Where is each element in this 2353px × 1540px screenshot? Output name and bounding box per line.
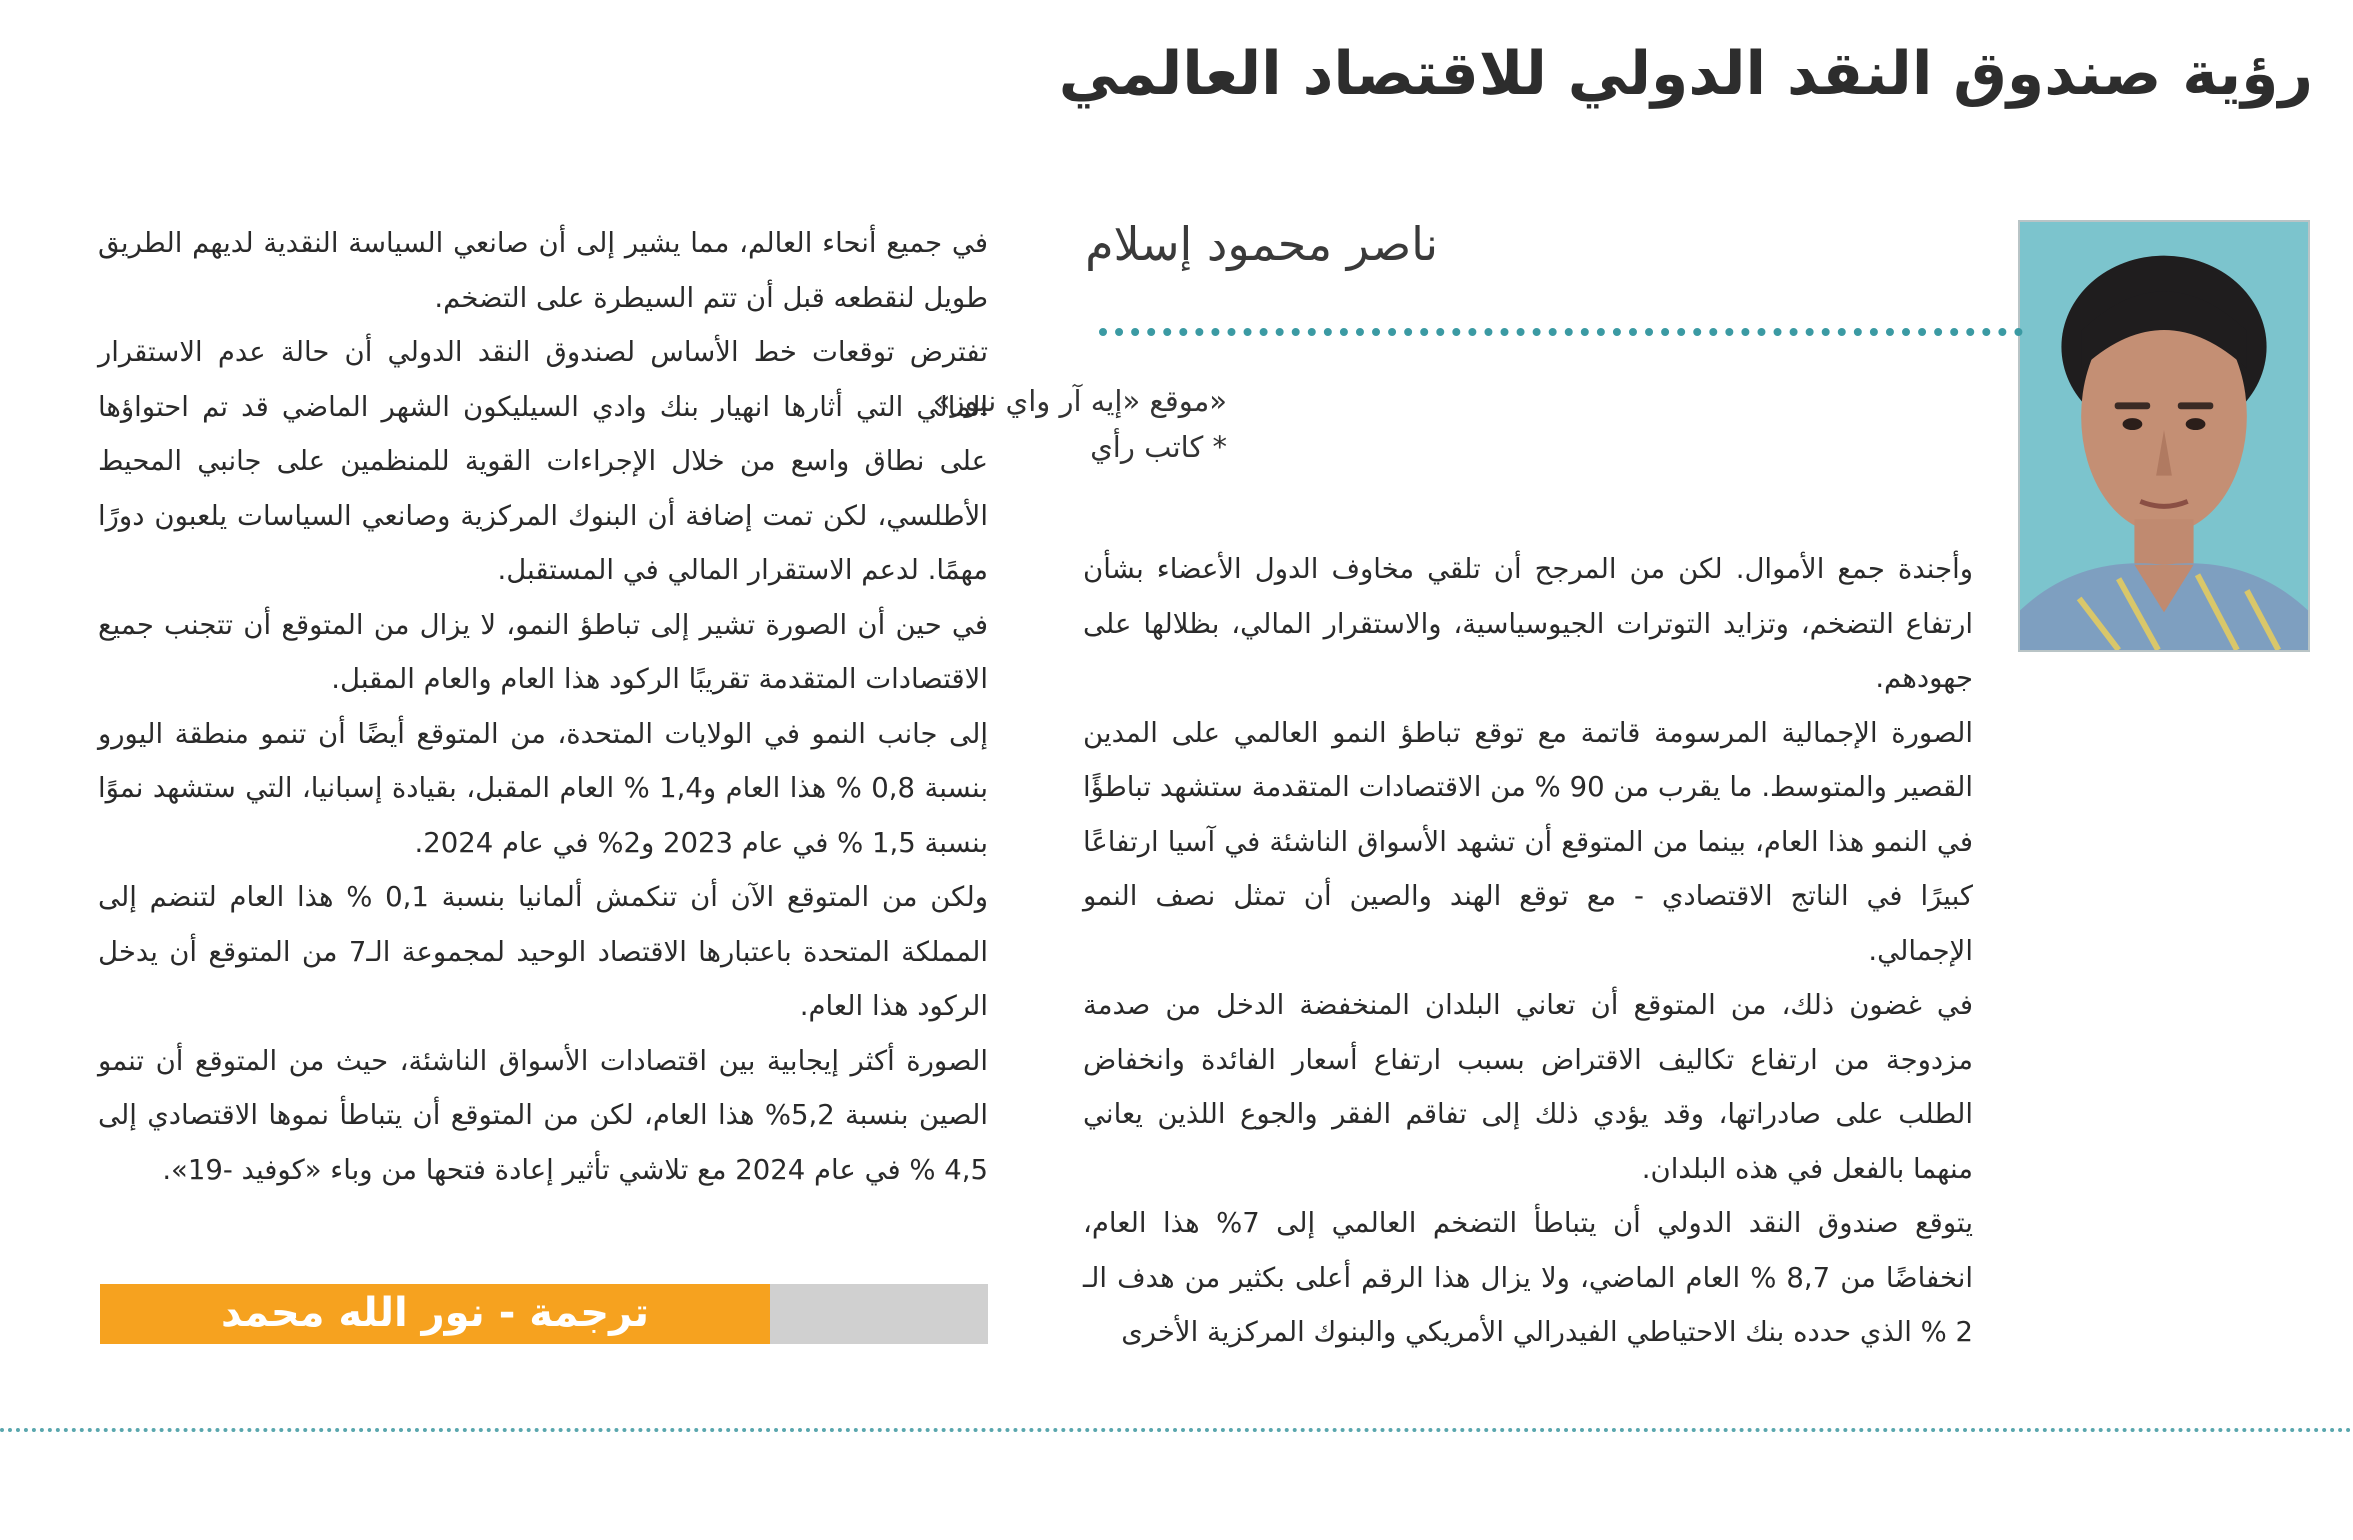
page-title: رؤية صندوق النقد الدولي للاقتصاد العالمي <box>1058 39 2313 109</box>
translator-credit: ترجمة - نور الله محمد <box>220 1290 650 1336</box>
paragraph: في جميع أنحاء العالم، مما يشير إلى أن صانعي السياسة النقدية لديهم الطريق طويل لنقطعه قبل أن تتم السيطرة على التضخم. <box>98 227 988 314</box>
dotted-divider <box>1099 328 2023 336</box>
paragraph: في حين أن الصورة تشير إلى تباطؤ النمو، لا يزال من المتوقع أن تتجنب جميع الاقتصادات المتقدمة تقريبًا الركود هذا العام والعام المقبل. <box>98 608 988 695</box>
paragraph: الصورة أكثر إيجابية بين اقتصادات الأسواق الناشئة، حيث من المتوقع أن تنمو الصين بنسبة 5,2% هذا العام، لكن من المتوقع أن يتباطأ نموها الاقتصادي إلى 4,5 % في عام 2024 مع تلاشي تأثير إعادة فتحها من وباء «كوفيد -19». <box>98 1044 988 1186</box>
page-bottom-divider <box>0 1428 2353 1432</box>
author-meta <box>932 378 1227 470</box>
paragraph: وأجندة جمع الأموال. لكن من المرجح أن تلقي مخاوف الدول الأعضاء بشأن ارتفاع التضخم، وتزايد التوترات الجيوسياسية، والاستقرار المالي، بظلالها على جهودهم. <box>1083 553 1973 694</box>
author-photo <box>2018 220 2310 652</box>
paragraph: إلى جانب النمو في الولايات المتحدة، من المتوقع أيضًا أن تنمو منطقة اليورو بنسبة 0,8 % هذا العام و1,4 % العام المقبل، بقيادة إسبانيا، التي ستشهد نموًا بنسبة 1,5 % في عام 2023 و2% في عام 2024. <box>98 717 988 859</box>
article-column-left <box>98 216 988 1197</box>
author-name: ناصر محمود إسلام <box>1085 217 1438 271</box>
translator-credit-bar <box>100 1284 988 1344</box>
paragraph: ولكن من المتوقع الآن أن تنكمش ألمانيا بنسبة 0,1 % هذا العام لتنضم إلى المملكة المتحدة باعتبارها الاقتصاد الوحيد لمجموعة الـ7 من المتوقع أن يدخل الركود هذا العام. <box>98 881 989 1022</box>
paragraph: تفترض توقعات خط الأساس لصندوق النقد الدولي أن حالة عدم الاستقرار المالي التي أثارها انهيار بنك وادي السيليكون الشهر الماضي قد تم احتواؤها على نطاق واسع من خلال الإجراءات القوية للمنظمين على جانبي المحيط الأطلسي، لكن تمت إضافة أن البنوك المركزية وصانعي السياسات يلعبون دورًا مهمًا. لدعم الاستقرار المالي في المستقبل. <box>98 336 988 586</box>
author-source: «موقع «إيه آر واي نيوز» <box>932 384 1227 418</box>
paragraph: يتوقع صندوق النقد الدولي أن يتباطأ التضخم العالمي إلى 7% هذا العام، انخفاضًا من 8,7 % العام الماضي، ولا يزال هذا الرقم أعلى بكثير من هدف الـ 2 % الذي حدده بنك الاحتياطي الفيدرالي الأمريكي والبنوك المركزية الأخرى <box>1083 1207 1973 1348</box>
author-role: * كاتب رأي <box>1090 430 1227 464</box>
paragraph: الصورة الإجمالية المرسومة قاتمة مع توقع تباطؤ النمو العالمي على المدين القصير والمتوسط. ما يقرب من 90 % من الاقتصادات المتقدمة ستشهد تباطؤًا في النمو هذا العام، بينما من المتوقع أن تشهد الأسواق الناشئة في آسيا ارتفاعًا كبيرًا في الناتج الاقتصادي - مع توقع الهند والصين أن تمثل نصف النمو الإجمالي. <box>1083 716 1973 967</box>
paragraph: في غضون ذلك، من المتوقع أن تعاني البلدان المنخفضة الدخل من صدمة مزدوجة من ارتفاع تكاليف الاقتراض بسبب ارتفاع أسعار الفائدة وانخفاض الطلب على صادراتها، وقد يؤدي ذلك إلى تفاقم الفقر والجوع اللذين يعاني منهما بالفعل في هذه البلدان. <box>1083 989 1973 1185</box>
article-column-right <box>1083 542 1973 1360</box>
